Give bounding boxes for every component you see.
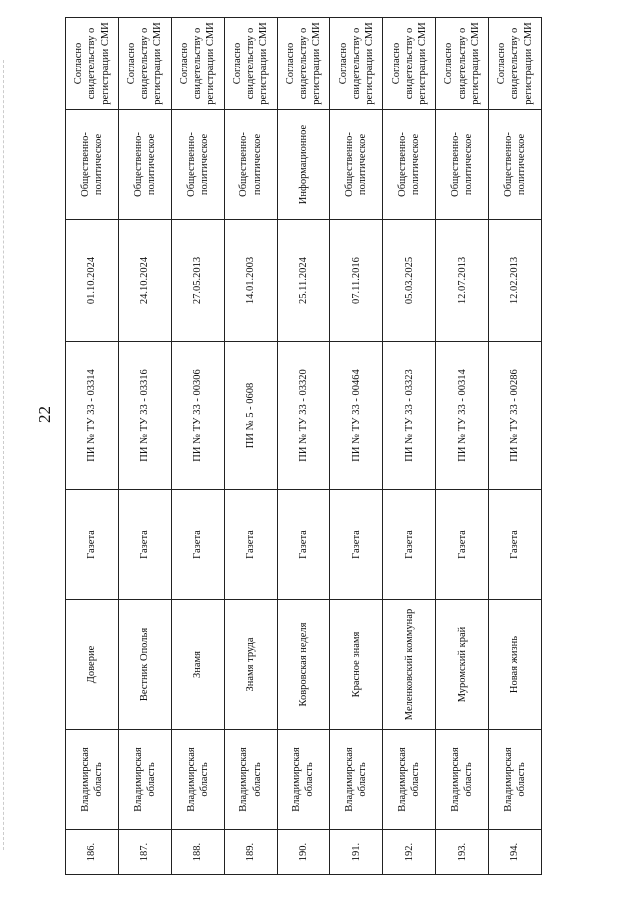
media-type-cell: Газета xyxy=(118,490,171,600)
registration-date-cell: 07.11.2016 xyxy=(330,220,383,342)
registration-date-cell: 27.05.2013 xyxy=(171,220,224,342)
region-cell: Владимирская область xyxy=(224,730,277,830)
media-title-cell: Доверие xyxy=(66,600,119,730)
media-title-cell: Знамя труда xyxy=(224,600,277,730)
registration-date-cell: 12.07.2013 xyxy=(436,220,489,342)
topic-cell: Общественно-политическое xyxy=(118,110,171,220)
registration-date-cell: 14.01.2003 xyxy=(224,220,277,342)
region-cell: Владимирская область xyxy=(171,730,224,830)
row-number-cell: 192. xyxy=(383,830,436,875)
basis-cell: Согласно свидетельству о регистрации СМИ xyxy=(277,18,330,110)
topic-cell: Общественно-политическое xyxy=(224,110,277,220)
region-cell: Владимирская область xyxy=(330,730,383,830)
registration-date-cell: 05.03.2025 xyxy=(383,220,436,342)
row-number-cell: 191. xyxy=(330,830,383,875)
media-title-cell: Новая жизнь xyxy=(489,600,542,730)
table-row xyxy=(330,18,383,875)
media-type-cell: Газета xyxy=(436,490,489,600)
row-number-cell: 189. xyxy=(224,830,277,875)
registration-number-cell: ПИ № ТУ 33 - 00306 xyxy=(171,342,224,490)
registration-date-cell: 12.02.2013 xyxy=(489,220,542,342)
region-cell: Владимирская область xyxy=(383,730,436,830)
table-row xyxy=(171,18,224,875)
row-number-cell: 190. xyxy=(277,830,330,875)
region-cell: Владимирская область xyxy=(118,730,171,830)
row-number-cell: 186. xyxy=(66,830,119,875)
topic-cell: Общественно-политическое xyxy=(171,110,224,220)
region-cell: Владимирская область xyxy=(436,730,489,830)
media-type-cell: Газета xyxy=(489,490,542,600)
registration-date-cell: 24.10.2024 xyxy=(118,220,171,342)
media-title-cell: Знамя xyxy=(171,600,224,730)
topic-cell: Информационное xyxy=(277,110,330,220)
media-type-cell: Газета xyxy=(330,490,383,600)
media-title-cell: Красное знамя xyxy=(330,600,383,730)
row-number-cell: 194. xyxy=(489,830,542,875)
rotated-table-container xyxy=(65,18,542,875)
registration-number-cell: ПИ № ТУ 33 - 00314 xyxy=(436,342,489,490)
basis-cell: Согласно свидетельству о регистрации СМИ xyxy=(118,18,171,110)
region-cell: Владимирская область xyxy=(277,730,330,830)
table-row xyxy=(277,18,330,875)
table-row xyxy=(489,18,542,875)
media-title-cell: Ковровская неделя xyxy=(277,600,330,730)
media-title-cell: Вестник Ополья xyxy=(118,600,171,730)
registration-number-cell: ПИ № ТУ 33 - 03320 xyxy=(277,342,330,490)
row-number-cell: 188. xyxy=(171,830,224,875)
basis-cell: Согласно свидетельству о регистрации СМИ xyxy=(171,18,224,110)
topic-cell: Общественно-политическое xyxy=(330,110,383,220)
topic-cell: Общественно-политическое xyxy=(436,110,489,220)
basis-cell: Согласно свидетельству о регистрации СМИ xyxy=(224,18,277,110)
table-row xyxy=(383,18,436,875)
registration-date-cell: 01.10.2024 xyxy=(66,220,119,342)
media-type-cell: Газета xyxy=(66,490,119,600)
registration-number-cell: ПИ № 5 - 0608 xyxy=(224,342,277,490)
media-type-cell: Газета xyxy=(171,490,224,600)
topic-cell: Общественно-политическое xyxy=(489,110,542,220)
media-title-cell: Меленковский коммунар xyxy=(383,600,436,730)
media-type-cell: Газета xyxy=(277,490,330,600)
basis-cell: Согласно свидетельству о регистрации СМИ xyxy=(330,18,383,110)
region-cell: Владимирская область xyxy=(66,730,119,830)
table-row xyxy=(224,18,277,875)
media-type-cell: Газета xyxy=(224,490,277,600)
region-cell: Владимирская область xyxy=(489,730,542,830)
table-row xyxy=(436,18,489,875)
registration-number-cell: ПИ № ТУ 33 - 00286 xyxy=(489,342,542,490)
registration-number-cell: ПИ № ТУ 33 - 03323 xyxy=(383,342,436,490)
table-row xyxy=(118,18,171,875)
media-type-cell: Газета xyxy=(383,490,436,600)
basis-cell: Согласно свидетельству о регистрации СМИ xyxy=(66,18,119,110)
basis-cell: Согласно свидетельству о регистрации СМИ xyxy=(383,18,436,110)
scan-edge-line xyxy=(3,60,5,850)
table-row xyxy=(66,18,119,875)
registration-date-cell: 25.11.2024 xyxy=(277,220,330,342)
topic-cell: Общественно-политическое xyxy=(66,110,119,220)
basis-cell: Согласно свидетельству о регистрации СМИ xyxy=(489,18,542,110)
registration-number-cell: ПИ № ТУ 33 - 00464 xyxy=(330,342,383,490)
table-body xyxy=(66,18,542,875)
row-number-cell: 193. xyxy=(436,830,489,875)
page-number: 22 xyxy=(35,406,54,423)
basis-cell: Согласно свидетельству о регистрации СМИ xyxy=(436,18,489,110)
media-title-cell: Муромский край xyxy=(436,600,489,730)
registration-number-cell: ПИ № ТУ 33 - 03314 xyxy=(66,342,119,490)
row-number-cell: 187. xyxy=(118,830,171,875)
topic-cell: Общественно-политическое xyxy=(383,110,436,220)
registration-number-cell: ПИ № ТУ 33 - 03316 xyxy=(118,342,171,490)
media-registry-table xyxy=(65,17,542,875)
